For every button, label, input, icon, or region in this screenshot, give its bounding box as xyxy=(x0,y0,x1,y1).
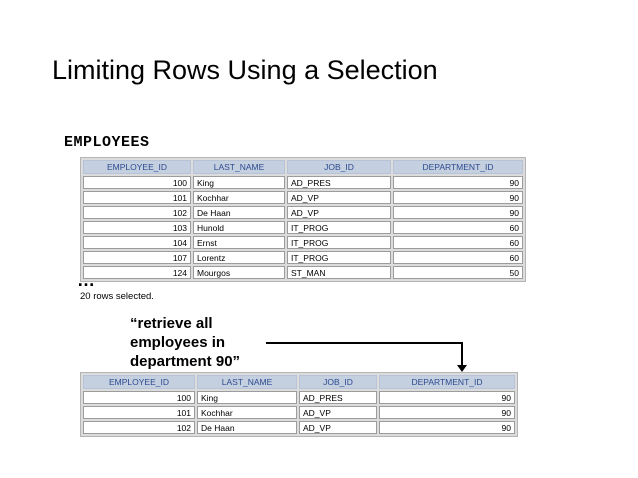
column-header: LAST_NAME xyxy=(193,160,285,174)
job-id-cell: ST_MAN xyxy=(287,266,391,279)
last-name-cell: King xyxy=(197,391,297,404)
job-id-cell: IT_PROG xyxy=(287,236,391,249)
rows-selected-note: 20 rows selected. xyxy=(80,291,154,302)
job-id-cell: AD_VP xyxy=(299,421,377,434)
arrow-head xyxy=(457,365,467,372)
job-id-cell: AD_VP xyxy=(287,206,391,219)
employee-id-cell: 124 xyxy=(83,266,191,279)
department-id-cell: 90 xyxy=(393,176,523,189)
employee-id-cell: 101 xyxy=(83,406,195,419)
department-id-cell: 90 xyxy=(379,406,515,419)
last-name-cell: Kochhar xyxy=(197,406,297,419)
department-id-cell: 90 xyxy=(379,391,515,404)
column-header: DEPARTMENT_ID xyxy=(379,375,515,389)
table-row xyxy=(83,406,515,419)
department-id-cell: 50 xyxy=(393,266,523,279)
employee-id-cell: 104 xyxy=(83,236,191,249)
employee-id-cell: 107 xyxy=(83,251,191,264)
column-header: EMPLOYEE_ID xyxy=(83,375,195,389)
employee-id-cell: 100 xyxy=(83,176,191,189)
result-header-row xyxy=(83,375,515,389)
slide-title: Limiting Rows Using a Selection xyxy=(52,55,438,85)
employee-id-cell: 102 xyxy=(83,206,191,219)
job-id-cell: IT_PROG xyxy=(287,221,391,234)
result-table xyxy=(80,372,518,437)
department-id-cell: 60 xyxy=(393,221,523,234)
employee-id-cell: 102 xyxy=(83,421,195,434)
last-name-cell: King xyxy=(193,176,285,189)
table-name-label: EMPLOYEES xyxy=(64,134,150,151)
department-id-cell: 90 xyxy=(393,191,523,204)
department-id-cell: 60 xyxy=(393,251,523,264)
last-name-cell: De Haan xyxy=(197,421,297,434)
employee-id-cell: 103 xyxy=(83,221,191,234)
department-id-cell: 90 xyxy=(393,206,523,219)
selection-callout: “retrieve all employees in department 90” xyxy=(130,315,241,370)
employee-id-cell: 100 xyxy=(83,391,195,404)
last-name-cell: Hunold xyxy=(193,221,285,234)
column-header: DEPARTMENT_ID xyxy=(393,160,523,174)
last-name-cell: De Haan xyxy=(193,206,285,219)
last-name-cell: Mourgos xyxy=(193,266,285,279)
job-id-cell: AD_VP xyxy=(287,191,391,204)
table-row xyxy=(83,421,515,434)
column-header: EMPLOYEE_ID xyxy=(83,160,191,174)
job-id-cell: AD_PRES xyxy=(287,176,391,189)
column-header: LAST_NAME xyxy=(197,375,297,389)
more-rows-ellipsis: … xyxy=(77,270,96,290)
column-header: JOB_ID xyxy=(299,375,377,389)
employee-id-cell: 101 xyxy=(83,191,191,204)
table-row xyxy=(83,391,515,404)
last-name-cell: Kochhar xyxy=(193,191,285,204)
department-id-cell: 90 xyxy=(379,421,515,434)
department-id-cell: 60 xyxy=(393,236,523,249)
job-id-cell: AD_VP xyxy=(299,406,377,419)
last-name-cell: Ernst xyxy=(193,236,285,249)
job-id-cell: IT_PROG xyxy=(287,251,391,264)
arrow-line xyxy=(266,343,462,367)
last-name-cell: Lorentz xyxy=(193,251,285,264)
job-id-cell: AD_PRES xyxy=(299,391,377,404)
column-header: JOB_ID xyxy=(287,160,391,174)
